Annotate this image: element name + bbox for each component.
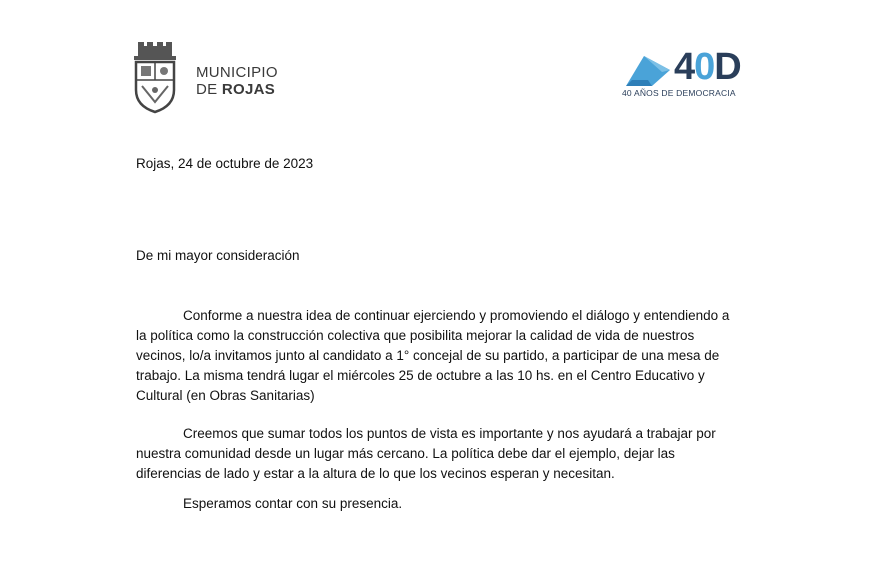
municipality-line1: MUNICIPIO bbox=[196, 64, 278, 81]
municipality-line2: DE ROJAS bbox=[196, 81, 276, 98]
municipality-logo bbox=[196, 64, 278, 98]
letter-closing: Esperamos contar con su presencia. bbox=[183, 496, 403, 511]
letter-paragraph-2: Creemos que sumar todos los puntos de vista es importante y nos ayudará a trabajar por nuestra comunidad desde un lugar más cercano. La política debe dar el ejemplo, dejar las diferencias de lado y estar a la altura de lo que los vecinos esperan y necesitan. bbox=[136, 426, 716, 481]
democracy-40-logo bbox=[622, 46, 764, 100]
letter-date: Rojas, 24 de octubre de 2023 bbox=[136, 156, 314, 171]
ballot-box-icon bbox=[622, 52, 674, 88]
letter-greeting: De mi mayor consideración bbox=[136, 248, 300, 263]
letter-paragraph-1: Conforme a nuestra idea de continuar ejerciendo y promoviendo el diálogo y entendiendo a la política como la construcción colectiva que posibilita mejorar la calidad de vida de nuestros vecinos, lo/a invitamos junto al candidato a 1° concejal de su partido, a participar de una mesa de trabajo. La misma tendrá lugar el miércoles 25 de octubre a las 10 hs. en el Centro Educativo y Cultural (en Obras Sanitarias) bbox=[136, 308, 730, 403]
democracy-40-wordmark: 40D bbox=[674, 46, 741, 88]
coat-of-arms-icon bbox=[130, 42, 180, 114]
democracy-caption: 40 AÑOS DE DEMOCRACIA bbox=[622, 88, 736, 98]
